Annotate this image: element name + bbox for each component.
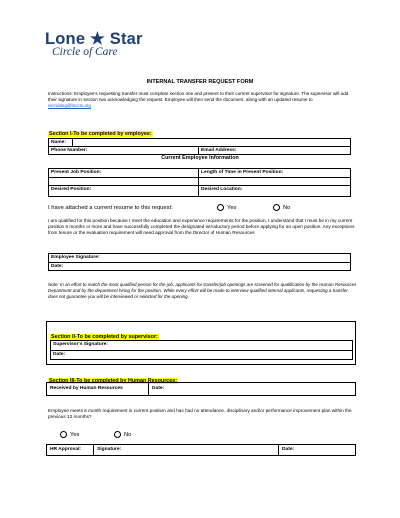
no-radio-icon[interactable] — [114, 431, 121, 438]
phone-field[interactable] — [100, 146, 197, 155]
current-info-heading: Current Employee Information — [161, 155, 239, 161]
hr-date-field[interactable] — [300, 444, 355, 456]
yes-radio-icon[interactable] — [217, 204, 224, 211]
employee-signature-field[interactable] — [110, 253, 350, 262]
recruiting-email-link[interactable]: recruiting@lscctx.org — [48, 103, 91, 109]
received-label: Received by Human Resources — [50, 386, 123, 391]
resume-question: I have attached a current resume to this request: — [48, 205, 173, 211]
length-time-field[interactable] — [199, 177, 350, 185]
employee-signature-label: Employee Signature: — [51, 254, 100, 260]
section2-heading-text: Section II-To be completed by supervisor: — [51, 334, 158, 340]
phone-label: Phone Number: — [51, 147, 88, 153]
desired-location-label: Desired Location: — [201, 187, 243, 192]
employee-date-field[interactable] — [70, 262, 350, 271]
resume-no-option[interactable] — [273, 204, 290, 211]
length-time-label: Length of Time in Present Position: — [201, 169, 284, 175]
form-title: INTERNAL TRANSFER REQUEST FORM — [146, 79, 254, 85]
email-field[interactable] — [245, 146, 350, 155]
section3-heading-text: Section III-To be completed by Human Resources: — [49, 378, 178, 384]
supervisor-date-label: Date: — [53, 352, 66, 357]
requirement-yes-label: Yes — [70, 432, 80, 439]
requirement-yes-option[interactable] — [60, 431, 79, 438]
instructions-text: Instructions: Employee's requesting transfer must complete section one and present to their current supervisor for signature. The supervisor will add their signature in section two acknowledging the request. Employee will then send the document, along with an updated resume to — [48, 91, 349, 103]
resume-no-label: No — [283, 205, 291, 212]
desired-position-label: Desired Position: — [51, 187, 92, 192]
hr-signature-field[interactable] — [125, 444, 277, 456]
requirement-no-label: No — [124, 432, 132, 439]
email-label: Email Address: — [201, 147, 237, 153]
resume-yes-label: Yes — [227, 205, 237, 212]
requirement-text: Employee meets 6 month requirement in current position and has had no attendance, disciplinary and/or performance improvement plan within the previous 12 months? — [48, 408, 352, 419]
hr-date-label: Date: — [282, 447, 295, 452]
supervisor-signature-field[interactable] — [122, 340, 352, 350]
present-job-label: Present Job Position: — [51, 169, 102, 175]
note-text: Note: In an effort to match the most qualified person for the job, applicants for transfer/job openings are screened for qualification by the Human Resources Department and by the department hiring for the position. While every effort will be made to interview qualified internal applicants, requesting a transfer does not guarantee you will be interviewed or selected for the opening. — [48, 282, 357, 299]
section1-heading-text: Section I-To be completed by employee: — [49, 131, 152, 137]
hr-signature-label: Signature: — [97, 447, 122, 452]
requirement-no-option[interactable] — [114, 431, 131, 438]
present-job-field[interactable] — [49, 177, 197, 185]
instructions — [48, 91, 356, 110]
received-date-field[interactable] — [170, 382, 355, 396]
hr-approval-label: HR Approval: — [50, 447, 82, 452]
yes-radio-icon[interactable] — [60, 431, 67, 438]
name-label: Name: — [51, 139, 66, 145]
received-date-label: Date: — [152, 386, 165, 391]
name-field[interactable] — [73, 138, 350, 146]
supervisor-signature-label: Supervisor's Signature: — [53, 342, 108, 347]
employee-date-label: Date: — [51, 263, 64, 269]
no-radio-icon[interactable] — [273, 204, 280, 211]
logo-brand: Lone ★ Star — [45, 30, 143, 48]
supervisor-date-field[interactable] — [72, 350, 352, 360]
resume-yes-option[interactable] — [217, 204, 236, 211]
logo-tagline: Circle of Care — [52, 46, 118, 58]
qualification-text: I am qualified for this position because I meet the education and experience requirements for the position. I understand that I must be in my current position 6 months or more and have successfully completed the designated introductory period before applying for an open position. Any exceptions from tenure or the evaluation requirement will need approval from the Director of Human Resources — [48, 218, 355, 235]
